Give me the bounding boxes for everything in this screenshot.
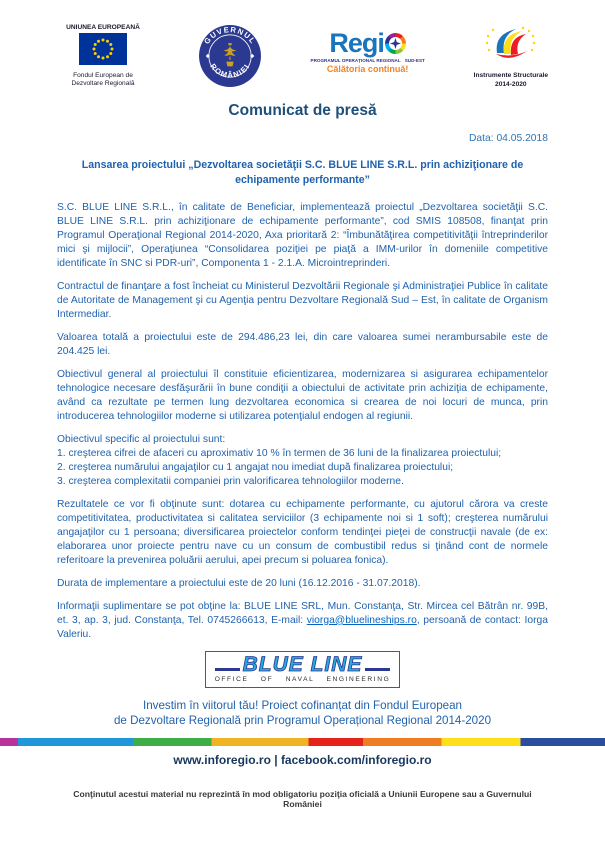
regio-color-wheel-icon: [385, 33, 406, 54]
romanian-government-seal: [198, 24, 262, 93]
objectives-intro: Obiectivul specific al proiectului sunt:: [57, 433, 226, 445]
eu-flag-logo: [57, 24, 149, 88]
regio-program-line: [311, 58, 425, 63]
structural-instruments-label: Instrumente Structurale 2014-2020: [473, 72, 548, 88]
investment-slogan-line2: de Dezvoltare Regională prin Programul Operațional Regional 2014-2020: [113, 714, 492, 728]
disclaimer-text: Conţinutul acestui material nu reprezintă în mod obligatoriu poziţia oficială a Uniunii Europene sau a Guvernului României: [73, 788, 532, 809]
objective-item: 2. creşterea numărului angajaţilor cu 1 angajat nou imediat după finalizarea proiectului;: [57, 461, 454, 473]
blueline-wordmark: BLUE LINE: [242, 652, 363, 676]
contact-email-link[interactable]: viorga@bluelineships.ro: [306, 614, 417, 626]
regio-tagline: Călătoria continuă!: [326, 64, 409, 74]
blueline-rule-right: [365, 668, 390, 671]
regio-wordmark: [329, 30, 406, 57]
paragraph-value: Valoarea totală a proiectului este de 294.486,23 lei, din care valoarea sumei nerambursabile este de 204.425 lei.: [57, 331, 548, 357]
objective-item: 1. creşterea cifrei de afaceri cu aproximativ 10 % în termen de 36 luni de la finalizarea proiectului;: [57, 447, 502, 459]
paragraph-general-objective: Obiectivul general al proiectului îl constituie eficientizarea, modernizarea si asigurarea echipamentelor tehnologice necesare desfăşurării în bune condiţii a obiectului de activitate prin achiziţia de echipamente, având ca rezultate pe termen lung dezvoltarea economica si crearea de noi locuri de munca, prin introducerea tehnologiilor moderne si utilizarea potenţialul endogen al regiunii.: [57, 368, 548, 422]
regio-program-text: PROGRAMUL OPERAȚIONAL REGIONAL: [310, 58, 401, 63]
paragraph-contact: [57, 600, 548, 642]
regio-logo: [311, 30, 425, 74]
investment-slogan: [57, 698, 548, 729]
structural-instruments-icon: [480, 24, 542, 71]
header-logos: [57, 24, 548, 92]
eu-flag-icon: [79, 33, 127, 70]
paragraph-duration: Durata de implementare a proiectului este de 20 luni (16.12.2016 - 31.07.2018).: [57, 577, 421, 589]
date-label: Data: 04.05.2018: [468, 133, 548, 144]
blueline-tagline: OFFICE OF NAVAL ENGINEERING: [214, 675, 391, 683]
eu-logo-subtitle: Fondul European de Dezvoltare Regională: [71, 72, 135, 88]
inforegio-links: www.inforegio.ro | facebook.com/inforegio.ro: [173, 752, 432, 767]
paragraph-contract: Contractul de finanţare a fost încheiat cu Ministerul Dezvoltării Regionale şi Administraţiei Publice în calitate de Autoritate de Management şi cu Agenţia pentru Dezvoltare Regională Sud – Est, în calitate de Organism Intermediar.: [57, 280, 548, 320]
regio-color-bar: [0, 738, 605, 746]
document-body: [57, 201, 548, 642]
paragraph-beneficiary: S.C. BLUE LINE S.R.L., în calitate de Beneficiar, implementează proiectul „Dezvoltarea societăţii S.C. BLUE LINE S.R.L. prin achiziţionare de echipamente performante”, cod SMIS 108508, finanţat prin Programul Operaţional Regional 2014-2020, Axa prioritară 2: “Îmbunătăţirea competitivităţii întreprinderilor mici şi mijlocii”, Operaţiunea “Consolidarea poziţiei pe piaţă a IMM-urilor în domeniile competitive identificate în SNC si PDR-uri”, Componenta 1 - 2.1.A. Microintreprinderi.: [57, 201, 548, 269]
regio-region-text: SUD-EST: [404, 58, 425, 63]
investment-slogan-line1: Investim în viitorul tău! Proiect cofinanțat din Fondul European: [142, 698, 462, 712]
contact-text-after: , persoană de contact: Iorga Valeriu.: [57, 614, 548, 640]
blueline-logo-container: [57, 651, 548, 688]
svg-text:GUVERNUL: GUVERNUL: [202, 25, 258, 46]
subject-heading: Lansarea proiectului „Dezvoltarea societăţii S.C. BLUE LINE S.R.L. prin achiziţionare de echipamente performante”: [81, 159, 524, 187]
objective-item: 3. creşterea complexitatii companiei prin valorificarea tehnologiilor moderne.: [57, 475, 404, 487]
paragraph-results: Rezultatele ce vor fi obţinute sunt: dotarea cu echipamente performante, cu ajutorul cărora va creste competitivitatea, productivitatea si calitatea serviciilor (3 echipamente noi si 1 soft); creşterea numărului angajaţilor cu 1 persoana; diversificarea proiectelor conform tendinţei pieţei de construcţii navale (de ex: elaborarea unor proiecte pentru nave cu un consum de combustibil redus si ţinând cont de normele referitoare la prevenirea poluării aerului, apei precum si poluarea fonica).: [57, 498, 548, 566]
blueline-logo: [205, 651, 401, 688]
contact-text-before: Informaţii suplimentare se pot obţine la: BLUE LINE SRL, Mun. Constanţa, Str. Mircea cel Bătrân nr. 99B, et. 3, ap. 3, jud. Constanţa, Tel. 0745266613, E-mail:: [57, 600, 548, 626]
page-title: Comunicat de presă: [228, 102, 377, 119]
eu-logo-title: UNIUNEA EUROPEANĂ: [66, 24, 140, 31]
regio-brand-text: Regi: [329, 28, 384, 58]
blueline-rule-left: [215, 668, 240, 671]
government-seal-icon: [198, 24, 262, 93]
svg-text:ROMÂNIEI: ROMÂNIEI: [208, 61, 252, 80]
structural-instruments-logo: [474, 24, 548, 89]
